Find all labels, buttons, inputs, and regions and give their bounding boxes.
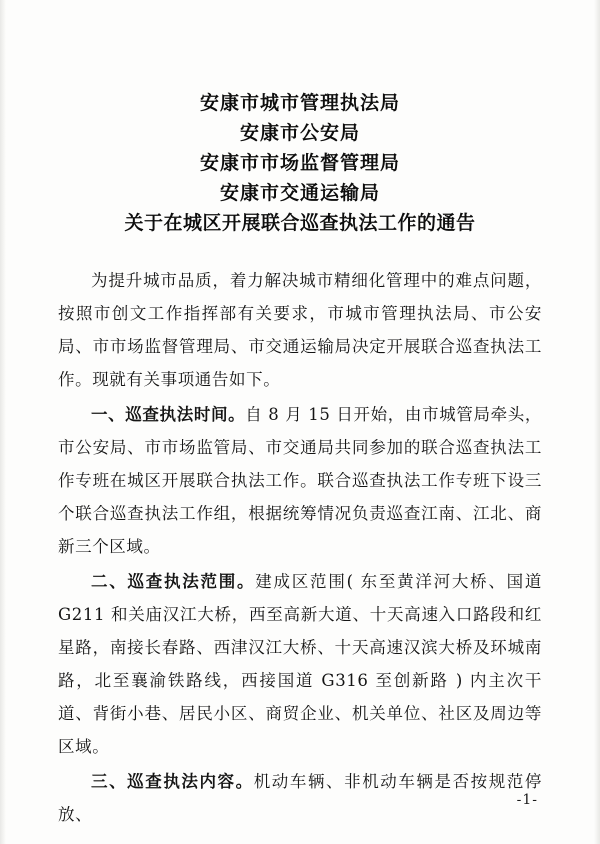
section-1-text: 自 8 月 15 日开始，由市城管局牵头，市公安局、市市场监管局、市交通局共同参加的联合巡查执法工作专班在城区开展联合执法工作。联合巡查执法工作专班下设三个联合巡查执法工作组，根据统筹情况负责巡查江南、江北、商新三个区域。 (58, 405, 543, 556)
section-1-heading: 一、巡查执法时间。 (91, 405, 246, 424)
title-line-3: 安康市市场监督管理局 (199, 152, 400, 174)
paragraph-intro (58, 264, 542, 396)
section-2-text: 建成区范围( 东至黄洋河大桥、国道 G211 和关庙汉江大桥，西至高新大道、十天高速入口路段和红星路，南接长春路、西津汉江大桥、十天高速汉滨大桥及环城南路，北至襄渝铁路线，西接国道 G316 至创新路 ) 内主次干道、背街小巷、居民小区、商贸企业、机关单位、社区及周边等区域。 (58, 572, 542, 756)
section-2-heading: 二、巡查执法范围。 (91, 572, 256, 591)
page-edge-shadow-right (594, 0, 600, 844)
title-line-4: 安康市交通运输局 (219, 182, 380, 204)
paragraph-section-3 (58, 765, 542, 831)
document-title (58, 88, 542, 238)
page-edge-shadow-left (0, 0, 6, 844)
page-number: -1- (516, 792, 538, 808)
title-line-5: 关于在城区开展联合巡查执法工作的通告 (124, 212, 476, 234)
paragraph-section-2 (58, 565, 542, 763)
section-3-text: 机动车辆、非机动车辆是否按规范停放、 (58, 772, 542, 824)
document-body (58, 88, 542, 833)
title-line-1: 安康市城市管理执法局 (199, 92, 400, 114)
paragraph-section-1 (58, 398, 542, 563)
section-3-heading: 三、巡查执法内容。 (91, 772, 254, 791)
paragraph-intro-text: 为提升城市品质，着力解决城市精细化管理中的难点问题，按照市创文工作指挥部有关要求，市城市管理执法局、市公安局、市市场监督管理局、市交通运输局决定开展联合巡查执法工作。现就有关事项通告如下。 (58, 271, 542, 389)
title-line-2: 安康市公安局 (239, 122, 360, 144)
